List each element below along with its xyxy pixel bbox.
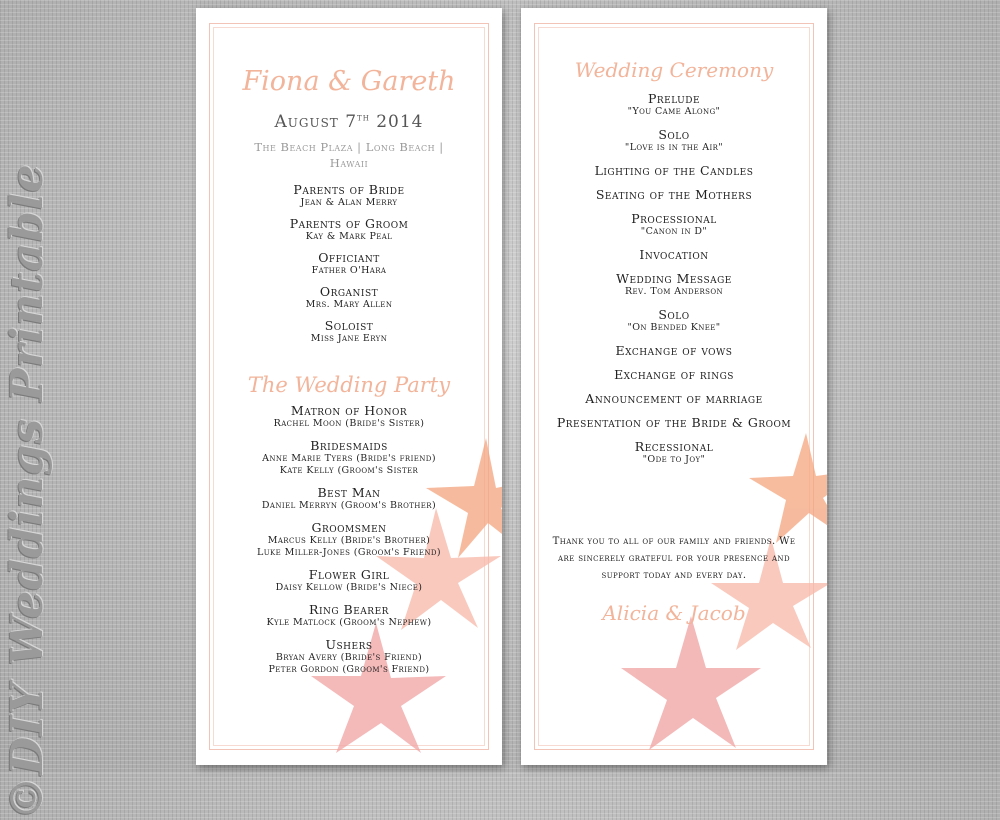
entry-role: Ring Bearer [309, 602, 389, 617]
program-entry [521, 91, 827, 118]
entry-name: Marcus Kelly (Bride's Brother) [267, 535, 431, 546]
thank-you-note: Thank you to all of our family and friends. We are sincerely grateful for your presence and support today and every day. [552, 536, 796, 581]
entry-name: Anne Marie Tyers (Bride's friend) [262, 453, 436, 464]
entry-name: "You Came Along" [627, 106, 721, 117]
wedding-party-list [196, 403, 502, 684]
entry-role: Organist [319, 284, 379, 299]
entry-name: Jean & Alan Merry [300, 197, 398, 208]
program-entry [521, 367, 827, 382]
signature: Alicia & Jacob [602, 601, 746, 625]
entry-role: Groomsmen [311, 520, 387, 535]
entry-role: Recessional [634, 439, 714, 454]
entry-role: Prelude [647, 91, 701, 106]
entry-name: Father O'Hara [311, 265, 387, 276]
program-entry [196, 485, 502, 512]
entry-role: Invocation [639, 247, 709, 262]
ceremony-title: Wedding Ceremony [574, 58, 774, 82]
couple-names: Fiona & Gareth [242, 66, 456, 97]
watermark-text: ©DIY Weddings Printable [2, 163, 53, 820]
wedding-party-title: The Wedding Party [247, 373, 451, 397]
program-entry [196, 520, 502, 559]
program-entry [521, 211, 827, 238]
entry-name: "On Bended Knee" [627, 322, 721, 333]
entry-role: Processional [631, 211, 717, 226]
entry-role: Exchange of vows [615, 343, 733, 358]
venue: The Beach Plaza | Long Beach | Hawaii [254, 140, 444, 170]
entry-role: Seating of the Mothers [595, 187, 753, 202]
program-entry [521, 439, 827, 466]
entry-role: Solo [658, 127, 690, 142]
program-entry [196, 318, 502, 345]
program-entry [521, 271, 827, 298]
entry-role: Parents of Groom [289, 216, 409, 231]
entry-name: "Love is in the Air" [624, 142, 724, 153]
program-entry [521, 307, 827, 334]
program-entry [196, 216, 502, 243]
entry-name: Rev. Tom Anderson [624, 286, 724, 297]
entry-name: Kay & Mark Peal [305, 231, 393, 242]
entry-role: Matron of Honor [290, 403, 408, 418]
program-card-left [196, 8, 502, 765]
entry-role: Lighting of the Candles [594, 163, 754, 178]
program-entry [196, 567, 502, 594]
entry-name: Luke Miller-Jones (Groom's Friend) [257, 547, 441, 558]
program-entry [196, 403, 502, 430]
entry-name: Daisy Kellow (Bride's Niece) [275, 582, 423, 593]
wedding-date: August 7th 2014 [274, 112, 424, 132]
program-entry [521, 163, 827, 178]
program-entry [521, 391, 827, 406]
program-entry [196, 284, 502, 311]
ceremony-list [521, 91, 827, 475]
entry-role: Best Man [317, 485, 381, 500]
program-entry [196, 438, 502, 477]
program-card-right [521, 8, 827, 765]
entry-role: Ushers [325, 637, 373, 652]
entry-name: Peter Gordon (Groom's Friend) [268, 664, 430, 675]
program-entry [196, 182, 502, 209]
entry-role: Soloist [324, 318, 374, 333]
entry-role: Announcement of marriage [585, 391, 763, 406]
entry-name: "Ode to Joy" [642, 454, 706, 465]
entry-name: "Canon in D" [640, 226, 708, 237]
entry-role: Parents of Bride [293, 182, 405, 197]
entry-name: Kyle Matlock (Groom's Nephew) [266, 617, 432, 628]
family-list [196, 182, 502, 352]
entry-name: Rachel Moon (Bride's Sister) [273, 418, 425, 429]
program-entry [521, 247, 827, 262]
program-entry [196, 602, 502, 629]
program-entry [521, 127, 827, 154]
entry-name: Mrs. Mary Allen [305, 299, 393, 310]
entry-role: Flower Girl [308, 567, 390, 582]
entry-role: Exchange of rings [614, 367, 734, 382]
program-entry [196, 250, 502, 277]
program-entry [521, 415, 827, 430]
program-entry [196, 637, 502, 676]
entry-role: Wedding Message [616, 271, 732, 286]
entry-name: Kate Kelly (Groom's Sister [279, 465, 419, 476]
entry-name: Bryan Avery (Bride's Friend) [275, 652, 423, 663]
program-entry [521, 343, 827, 358]
entry-name: Miss Jane Eryn [310, 333, 388, 344]
entry-role: Bridesmaids [310, 438, 388, 453]
entry-role: Solo [658, 307, 690, 322]
entry-name: Daniel Merryn (Groom's Brother) [261, 500, 437, 511]
entry-role: Presentation of the Bride & Groom [556, 415, 792, 430]
program-entry [521, 187, 827, 202]
entry-role: Officiant [318, 250, 380, 265]
